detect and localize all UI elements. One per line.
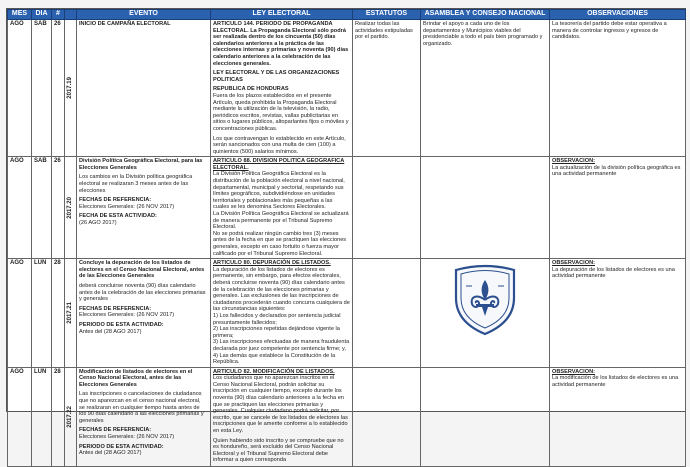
cell-ley	[211, 367, 353, 466]
cell-estatutos	[353, 367, 421, 466]
cell-evento	[77, 367, 211, 466]
cell-dia: SAB	[32, 157, 52, 259]
cell-estatutos	[353, 259, 421, 368]
cell-dia: LUN	[32, 259, 52, 368]
cell-evento	[77, 259, 211, 368]
cell-mes: AGO	[8, 20, 32, 157]
cell-mes: AGO	[8, 367, 32, 466]
law-paragraph: Fuera de los plazos establecidos en el presente Artículo, queda prohibida la Propaganda Electoral mediante la utilización de la televisión, la radio, periódicos escritos, revistas, vallas publicitarias en sitios o lugares públicos, altoparlantes fijos o móviles y concentraciones públicas.	[213, 92, 349, 132]
header-ley: LEY ELECTORAL	[211, 10, 353, 20]
cell-code	[65, 367, 77, 466]
header-code	[65, 10, 77, 20]
observation-text: La tesorería del partido debe estar operativa a manera de controlar ingresos y egresos de candidatos.	[552, 21, 667, 41]
activity-code: 2017.20	[67, 196, 74, 219]
activity-date-value: (26 AGO 2017)	[79, 220, 117, 227]
law-paragraph: La División Política Geográfica Electoral se actualizará de manera permanente por el Tribunal Supremo Electoral.	[213, 211, 349, 231]
cell-estatutos: Realizar todas las actividades estipuladas por el partido.	[353, 20, 421, 157]
reference-label: FECHAS DE REFERENCIA:	[79, 305, 152, 312]
observation-text: La depuración de los listados de electores es una actividad permanente	[552, 266, 675, 280]
law-paragraph: Los ciudadanos que no aparezcan inscritos en el Censo Nacional Electoral, podrán solicitar su inscripción en cualquier tiempo, excepto durante los noventa (90) días calendario anteriores a la fecha en que se practiquen las elecciones primarias y generales. Cualquier ciudadano podrá solicitar, por escrito, que se cancele de los listados de electores las inscripciones que le amerite conforme a lo establecido en esta Ley.	[213, 375, 348, 435]
event-body: Las inscripciones o cancelaciones de ciudadanos que no aparezcan en el censo nacional electoral, se realizaran en cualquier tiempo hasta antes de los 90 días calendario a las elecciones primarias y generales	[79, 391, 204, 424]
event-title: Concluye la depuración de los listados de electores en el Censo Nacional Electoral, antes de las Elecciones Generales	[79, 260, 205, 280]
reference-value: Elecciones Generales: (26 NOV 2017)	[79, 203, 175, 210]
law-paragraph: La División Política Geográfica Electoral es la distribución de la población electoral a nivel nacional, departamental, municipal y sectorial, respetando sus límites geográficos, subdividiéndose en unidades territoriales y poblacionales más pequeñas a las cuales se les denomina Sectores Electorales.	[213, 171, 345, 211]
cell-estatutos	[353, 157, 421, 259]
cell-observaciones	[550, 20, 686, 157]
event-body: deberá concluirse noventa (90) días calendario antes de la celebración de las elecciones primarias y generales	[79, 282, 206, 303]
cell-num: 28	[52, 367, 65, 466]
observation-title: OBSERVACION:	[552, 158, 595, 165]
electoral-calendar-table	[7, 9, 686, 467]
cell-asamblea	[421, 367, 550, 466]
law-paragraph: ARTICULO 144. PERIODO DE PROPAGANDA ELECTORAL. La Propaganda Electoral sólo podrá ser realizada dentro de los cincuenta (50) días calendarios anteriores a la práctica de las elecciones internas y primarias y noventa (90) días calendario anteriores a la celebración de las elecciones generales.	[213, 21, 349, 67]
cell-ley	[211, 20, 353, 157]
law-article-title: ARTICULO 82. MODIFICACIÓN DE LISTADOS.	[213, 368, 335, 375]
law-article-title: ARTICULO 80. DEPURACIÓN DE LISTADOS.	[213, 260, 331, 267]
cell-code	[65, 157, 77, 259]
law-paragraph: LEY ELECTORAL Y DE LAS ORGANIZACIONES POLITICAS	[213, 70, 340, 83]
cell-dia: LUN	[32, 367, 52, 466]
calendar-sheet	[6, 8, 686, 464]
law-paragraph: 1) Los fallecidos y declarados por sentencia judicial presuntamente fallecidos;	[213, 312, 341, 326]
header-mes: MES	[8, 10, 32, 20]
header-asamblea: ASAMBLEA Y CONSEJO NACIONAL	[421, 10, 550, 20]
observation-title: OBSERVACION:	[552, 368, 595, 375]
cell-dia: SAB	[32, 20, 52, 157]
cell-mes: AGO	[8, 157, 32, 259]
law-paragraph: 4) Las demás que establece la Constitución de la República.	[213, 352, 336, 366]
observation-title: OBSERVACION:	[552, 260, 595, 267]
table-row	[8, 157, 686, 259]
observation-text: La modificación de los listados de electores es una actividad permanente	[552, 375, 679, 388]
table-row	[8, 259, 686, 368]
reference-label: FECHAS DE REFERENCIA:	[79, 197, 152, 204]
activity-date-value: Antes del (28 AGO 2017)	[79, 450, 142, 457]
reference-label: FECHAS DE REFERENCIA:	[79, 427, 152, 434]
observation-text: La actualización de la división política geográfica es una actividad permanente	[552, 164, 681, 178]
law-paragraph: 2) Las inscripciones repetidas dejándose vigente la primera;	[213, 326, 340, 339]
reference-value: Elecciones Generales: (26 NOV 2017)	[79, 434, 175, 441]
cell-asamblea: Brindar el apoyo a cada uno de los departamentos y Municipios viables del presidenciable a todo el país bien programado y organizado.	[421, 20, 550, 157]
cell-num: 26	[52, 157, 65, 259]
cell-evento	[77, 157, 211, 259]
activity-date-label: PERIODO DE ESTA ACTIVIDAD:	[79, 321, 164, 328]
cell-evento	[77, 20, 211, 157]
activity-code: 2017.19	[67, 77, 74, 99]
cell-observaciones	[550, 157, 686, 259]
activity-date-label: FECHA DE ESTA ACTIVIDAD:	[79, 213, 157, 220]
event-title: Modificación de listados de electores en el Censo Nacional Electoral, antes de las Elecciones Generales	[79, 368, 193, 388]
law-paragraph: REPUBLICA DE HONDURAS	[213, 86, 289, 93]
activity-date-label: PERIODO DE ESTA ACTIVIDAD:	[79, 443, 164, 450]
reference-value: Elecciones Generales: (26 NOV 2017)	[79, 312, 175, 319]
header-observaciones: OBSERVACIONES	[550, 10, 686, 20]
cell-num: 26	[52, 20, 65, 157]
cell-observaciones	[550, 259, 686, 368]
law-paragraph: La depuración de los listados de electores es permanente, sin embargo, para efectos electorales, deberá concluirse noventa (90) días calendario antes de la celebración de las elecciones primarias y generales. Las exclusiones de las inscripciones de ciudadanos procederán cuando concurra cualquiera de las circunstancias siguientes:	[213, 266, 350, 313]
header-dia: DIA	[32, 10, 52, 20]
cell-asamblea	[421, 157, 550, 259]
header-row	[8, 10, 686, 20]
cell-observaciones	[550, 367, 686, 466]
table-row	[8, 20, 686, 157]
law-paragraph: Los que contravengan lo establecido en este Artículo, serán sancionados con una multa de cien (100) a quinientos (500) salarios mínimos.	[213, 135, 346, 155]
cell-code	[65, 259, 77, 368]
event-body: Los cambios en la División política geográfica electoral se realizaran 3 meses antes de las elecciones	[79, 174, 193, 194]
event-title: INICIO DE CAMPAÑA ELECTORAL	[79, 21, 171, 27]
header-num: #	[52, 10, 65, 20]
header-evento: EVENTO	[77, 10, 211, 20]
shield-fleur-de-lis-seal-icon	[452, 264, 518, 336]
table-row	[8, 367, 686, 466]
law-paragraph: No se podrá realizar ningún cambio tres (3) meses antes de la fecha en que se practiquen las elecciones generales, excepto en caso fortuito o fuerza mayor calificado por el Tribunal Supremo Electoral.	[213, 230, 347, 257]
law-paragraph: Quien habiendo sido inscrito y se compruebe que no es hondureño, será excluido del Censo Nacional Electoral y el Tribunal Supremo Electoral debe informar a quien corresponda	[213, 437, 344, 464]
cell-code	[65, 20, 77, 157]
law-article-title: ARTICULO 88. DIVISION POLITICA GEOGRAFICA ELECTORAL.	[213, 158, 345, 171]
event-title: División Política Geográfica Electoral, para las Elecciones Generales	[79, 158, 203, 171]
cell-num: 28	[52, 259, 65, 368]
cell-mes: AGO	[8, 259, 32, 368]
seal-container	[423, 260, 547, 340]
activity-code: 2017.22	[67, 405, 74, 428]
activity-code: 2017.21	[67, 302, 74, 324]
cell-ley	[211, 259, 353, 368]
header-estatutos: ESTATUTOS	[353, 10, 421, 20]
law-paragraph: 3) Las inscripciones efectuadas de manera fraudulenta declarada por juez competente por sentencia firme; y,	[213, 339, 350, 352]
cell-asamblea	[421, 259, 550, 368]
activity-date-value: Antes del (28 AGO 2017)	[79, 328, 142, 335]
cell-ley	[211, 157, 353, 259]
